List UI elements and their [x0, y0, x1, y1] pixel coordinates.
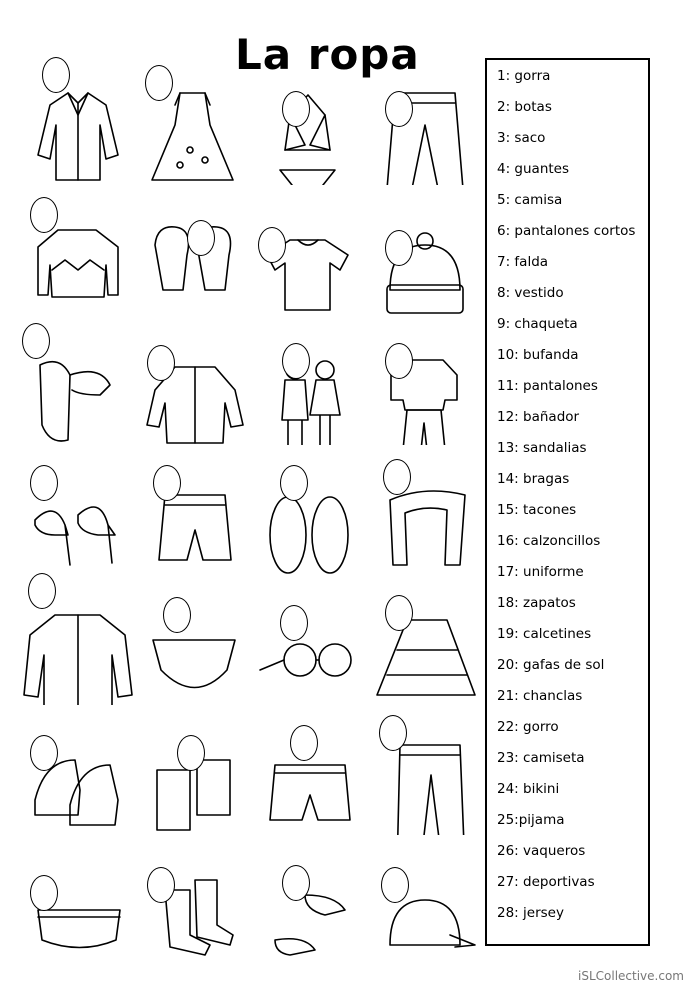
word-list [485, 58, 650, 946]
word-item: 24: bikini [497, 781, 560, 797]
flip-flops-picture [20, 315, 135, 445]
word-item: 4: guantes [497, 161, 570, 177]
word-item: 11: pantalones [497, 378, 598, 394]
answer-bubble[interactable] [22, 323, 50, 359]
jacket-picture [135, 315, 250, 445]
answer-bubble[interactable] [383, 459, 411, 495]
answer-bubble[interactable] [381, 867, 409, 903]
jeans-picture [365, 705, 480, 835]
answer-bubble[interactable] [30, 875, 58, 911]
uniform-picture [250, 315, 365, 445]
page-title: La ropa [235, 30, 420, 79]
pajamas-picture [365, 315, 480, 445]
word-item: 28: jersey [497, 905, 564, 921]
word-item: 21: chanclas [497, 688, 583, 704]
tshirt-picture [250, 185, 365, 315]
gloves-picture [135, 185, 250, 315]
word-item: 7: falda [497, 254, 549, 270]
answer-bubble[interactable] [145, 65, 173, 101]
answer-bubble[interactable] [282, 91, 310, 127]
word-item: 26: vaqueros [497, 843, 586, 859]
answer-bubble[interactable] [163, 597, 191, 633]
shorts-picture [135, 445, 250, 575]
boots-picture [135, 705, 250, 835]
answer-bubble[interactable] [290, 725, 318, 761]
answer-bubble[interactable] [177, 735, 205, 771]
skirt-picture [365, 575, 480, 705]
answer-bubble[interactable] [385, 595, 413, 631]
answer-bubble[interactable] [280, 605, 308, 641]
word-item: 19: calcetines [497, 626, 592, 642]
word-item: 23: camiseta [497, 750, 585, 766]
picture-grid [20, 55, 480, 960]
answer-bubble[interactable] [28, 573, 56, 609]
word-item: 25:pijama [497, 812, 565, 828]
word-item: 15: tacones [497, 502, 577, 518]
answer-bubble[interactable] [153, 465, 181, 501]
word-item: 6: pantalones cortos [497, 223, 636, 239]
high-heels-picture [20, 445, 135, 575]
answer-bubble[interactable] [30, 735, 58, 771]
answer-bubble[interactable] [147, 867, 175, 903]
wool-hat-picture [365, 185, 480, 315]
answer-bubble[interactable] [385, 230, 413, 266]
word-item: 12: bañador [497, 409, 580, 425]
bikini-picture [250, 55, 365, 185]
word-item: 2: botas [497, 99, 552, 115]
word-item: 20: gafas de sol [497, 657, 605, 673]
cap-picture [365, 835, 480, 965]
answer-bubble[interactable] [42, 57, 70, 93]
word-item: 5: camisa [497, 192, 563, 208]
answer-bubble[interactable] [258, 227, 286, 263]
shoes-picture [250, 445, 365, 575]
word-item: 1: gorra [497, 68, 551, 84]
word-item: 22: gorro [497, 719, 559, 735]
word-item: 9: chaqueta [497, 316, 578, 332]
sunglasses-picture [250, 575, 365, 705]
swim-trunks-picture [250, 705, 365, 835]
sneakers-picture [20, 705, 135, 835]
word-item: 3: saco [497, 130, 546, 146]
panties-picture [135, 575, 250, 705]
answer-bubble[interactable] [187, 220, 215, 256]
word-item: 17: uniforme [497, 564, 584, 580]
sweater-picture [20, 185, 135, 315]
trousers-picture [365, 55, 480, 185]
word-item: 18: zapatos [497, 595, 576, 611]
site-watermark: iSLCollective.com [578, 969, 684, 983]
answer-bubble[interactable] [379, 715, 407, 751]
answer-bubble[interactable] [30, 197, 58, 233]
shirt-picture [20, 55, 135, 185]
dress-picture [135, 55, 250, 185]
word-item: 14: bragas [497, 471, 570, 487]
answer-bubble[interactable] [30, 465, 58, 501]
word-item: 27: deportivas [497, 874, 595, 890]
briefs-picture [20, 835, 135, 965]
scarf-picture [365, 445, 480, 575]
answer-bubble[interactable] [385, 91, 413, 127]
coat-picture [20, 575, 135, 705]
word-item: 8: vestido [497, 285, 564, 301]
answer-bubble[interactable] [147, 345, 175, 381]
word-item: 13: sandalias [497, 440, 587, 456]
word-item: 10: bufanda [497, 347, 579, 363]
answer-bubble[interactable] [282, 343, 310, 379]
sandals-picture [250, 835, 365, 965]
answer-bubble[interactable] [282, 865, 310, 901]
answer-bubble[interactable] [280, 465, 308, 501]
answer-bubble[interactable] [385, 343, 413, 379]
word-item: 16: calzoncillos [497, 533, 601, 549]
socks-picture [135, 835, 250, 965]
